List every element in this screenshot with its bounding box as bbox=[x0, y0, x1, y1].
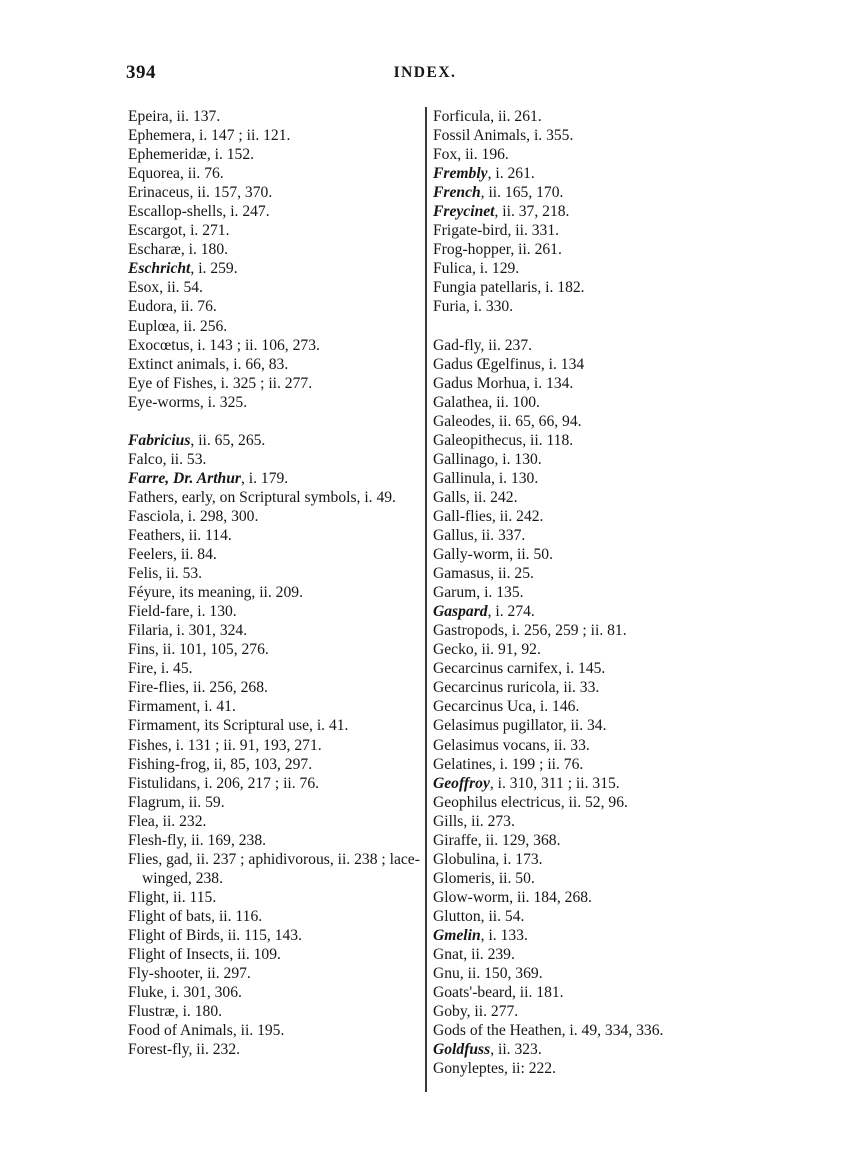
index-entry bbox=[128, 240, 420, 259]
index-entry bbox=[433, 1002, 733, 1021]
index-entry-text: Glomeris, ii. 50. bbox=[433, 869, 535, 887]
index-entry bbox=[433, 831, 733, 850]
index-entry bbox=[433, 926, 733, 945]
index-entry bbox=[128, 488, 420, 507]
index-entry-text: , i. 261. bbox=[487, 165, 535, 183]
index-entry bbox=[433, 240, 733, 259]
index-entry bbox=[433, 1059, 733, 1078]
index-entry-author-name: Frembly bbox=[433, 165, 488, 183]
index-entry-text: Gastropods, i. 256, 259 ; ii. 81. bbox=[433, 622, 627, 640]
index-entry-text: Gallinago, i. 130. bbox=[433, 450, 542, 468]
index-entry bbox=[128, 431, 420, 450]
index-entry-text: Forest-fly, ii. 232. bbox=[128, 1041, 241, 1059]
index-entry bbox=[128, 145, 420, 164]
index-entry bbox=[433, 431, 733, 450]
index-entry-text: Féyure, its meaning, ii. 209. bbox=[128, 584, 303, 602]
index-entry bbox=[128, 1040, 420, 1059]
index-entry-text: Frog-hopper, ii. 261. bbox=[433, 241, 562, 259]
index-entry bbox=[128, 507, 420, 526]
index-entry-text: Fire, i. 45. bbox=[128, 660, 193, 678]
index-entry-author-name: Freycinet bbox=[433, 203, 495, 221]
index-entry bbox=[433, 297, 733, 316]
index-entry-text: , ii. 37, 218. bbox=[494, 203, 570, 221]
index-entry bbox=[433, 736, 733, 755]
index-entry-text: Gall-flies, ii. 242. bbox=[433, 507, 544, 525]
index-entry bbox=[128, 374, 420, 393]
index-entry-text: Fathers, early, on Scriptural symbols, i. 49. bbox=[128, 488, 396, 506]
index-entry bbox=[128, 697, 420, 716]
index-entry-text: Fistulidans, i. 206, 217 ; ii. 76. bbox=[128, 774, 320, 792]
index-entry-text: Gnu, ii. 150, 369. bbox=[433, 965, 543, 983]
index-entry-text: Giraffe, ii. 129, 368. bbox=[433, 831, 561, 849]
index-entry-text: Euplœa, ii. 256. bbox=[128, 317, 228, 335]
index-entry-text: Eye of Fishes, i. 325 ; ii. 277. bbox=[128, 374, 313, 392]
index-entry bbox=[128, 278, 420, 297]
index-entry-text: Esox, ii. 54. bbox=[128, 279, 203, 297]
index-entry bbox=[433, 107, 733, 126]
index-entry-text: Epeira, ii. 137. bbox=[128, 108, 221, 125]
index-entry-text: Gadus Morhua, i. 134. bbox=[433, 374, 574, 392]
index-entry-text: Gelatines, i. 199 ; ii. 76. bbox=[433, 755, 584, 773]
index-entry-text: , ii. 323. bbox=[490, 1041, 542, 1059]
index-entry bbox=[433, 774, 733, 793]
index-entry-text: Gad-fly, ii. 237. bbox=[433, 336, 533, 354]
index-entry-text: Forficula, ii. 261. bbox=[433, 108, 542, 125]
index-entry bbox=[433, 164, 733, 183]
index-entry bbox=[128, 183, 420, 202]
index-entry bbox=[433, 850, 733, 869]
index-entry bbox=[433, 126, 733, 145]
index-entry-text: Feathers, ii. 114. bbox=[128, 526, 232, 544]
index-entry-text: Frigate-bird, ii. 331. bbox=[433, 222, 560, 240]
index-entry bbox=[433, 221, 733, 240]
index-entry-text: Goby, ii. 277. bbox=[433, 1003, 519, 1021]
index-entry-text: Flight of Birds, ii. 115, 143. bbox=[128, 926, 302, 944]
index-entry-text: , i. 310, 311 ; ii. 315. bbox=[489, 774, 620, 792]
index-entry-text: , i. 259. bbox=[190, 260, 238, 278]
index-entry-text: Gecko, ii. 91, 92. bbox=[433, 641, 541, 659]
index-entry bbox=[128, 812, 420, 831]
index-entry bbox=[128, 793, 420, 812]
index-entry-text: Garum, i. 135. bbox=[433, 584, 524, 602]
index-entry-text: Gelasimus vocans, ii. 33. bbox=[433, 736, 590, 754]
index-entry bbox=[433, 602, 733, 621]
index-entry-text: Galls, ii. 242. bbox=[433, 488, 518, 506]
index-entry bbox=[433, 659, 733, 678]
index-entry-text: Flea, ii. 232. bbox=[128, 812, 207, 830]
index-entry-text: Gamasus, ii. 25. bbox=[433, 565, 534, 583]
index-entry bbox=[433, 412, 733, 431]
index-entry-text: Globulina, i. 173. bbox=[433, 850, 543, 868]
index-entry-text: Flight, ii. 115. bbox=[128, 888, 217, 906]
index-entry-text: Erinaceus, ii. 157, 370. bbox=[128, 184, 273, 202]
index-entry-text: , ii. 165, 170. bbox=[480, 184, 564, 202]
index-entry bbox=[433, 507, 733, 526]
index-entry bbox=[433, 678, 733, 697]
index-entry bbox=[128, 774, 420, 793]
index-entry bbox=[433, 469, 733, 488]
index-entry bbox=[128, 716, 420, 735]
index-entry-text: , i. 274. bbox=[487, 603, 535, 621]
index-entry-text: Gecarcinus ruricola, ii. 33. bbox=[433, 679, 600, 697]
index-entry-text: Extinct animals, i. 66, 83. bbox=[128, 355, 289, 373]
index-entry-text: Gallinula, i. 130. bbox=[433, 469, 539, 487]
index-entry bbox=[128, 126, 420, 145]
index-entry-text: Ephemeridæ, i. 152. bbox=[128, 146, 255, 164]
index-entry-text: Flight of bats, ii. 116. bbox=[128, 907, 263, 925]
index-entry-text: Gecarcinus Uca, i. 146. bbox=[433, 698, 580, 716]
index-entry bbox=[433, 945, 733, 964]
index-entry-text: Gods of the Heathen, i. 49, 334, 336. bbox=[433, 1022, 664, 1040]
index-entry bbox=[433, 812, 733, 831]
index-entry-text: Feelers, ii. 84. bbox=[128, 546, 217, 564]
index-entry bbox=[433, 793, 733, 812]
index-entry-author-name: French bbox=[433, 184, 481, 202]
index-entry-text: Fluke, i. 301, 306. bbox=[128, 984, 242, 1002]
index-entry-text: Gadus Œgelfinus, i. 134 bbox=[433, 355, 585, 373]
index-entry bbox=[128, 907, 420, 926]
index-column-left bbox=[128, 107, 420, 1059]
index-entry-author-name: Geoffroy bbox=[433, 774, 490, 792]
page-number: 394 bbox=[126, 62, 156, 83]
index-entry-text: Exocœtus, i. 143 ; ii. 106, 273. bbox=[128, 336, 320, 354]
index-entry bbox=[128, 545, 420, 564]
index-entry bbox=[433, 640, 733, 659]
index-entry-text: Fulica, i. 129. bbox=[433, 260, 520, 278]
index-entry-text: Furia, i. 330. bbox=[433, 298, 514, 316]
index-entry-text: Fly-shooter, ii. 297. bbox=[128, 965, 251, 983]
index-entry-text: Food of Animals, ii. 195. bbox=[128, 1022, 285, 1040]
index-entry bbox=[433, 1021, 733, 1040]
index-entry bbox=[433, 336, 733, 355]
index-entry bbox=[128, 659, 420, 678]
index-entry bbox=[433, 888, 733, 907]
index-entry bbox=[433, 564, 733, 583]
index-entry bbox=[433, 355, 733, 374]
column-divider bbox=[425, 107, 427, 1092]
index-entry bbox=[433, 259, 733, 278]
index-entry-author-name: Gaspard bbox=[433, 603, 488, 621]
index-entry-text: Fasciola, i. 298, 300. bbox=[128, 507, 259, 525]
index-entry-text: Galeodes, ii. 65, 66, 94. bbox=[433, 412, 582, 430]
index-entry-text: Felis, ii. 53. bbox=[128, 565, 203, 583]
index-entry bbox=[433, 545, 733, 564]
index-entry bbox=[433, 907, 733, 926]
index-entry-text: Gills, ii. 273. bbox=[433, 812, 515, 830]
index-entry bbox=[128, 469, 420, 488]
index-entry bbox=[128, 926, 420, 945]
index-entry bbox=[433, 450, 733, 469]
index-entry bbox=[128, 736, 420, 755]
index-entry bbox=[128, 850, 420, 888]
index-entry-text: Gelasimus pugillator, ii. 34. bbox=[433, 717, 607, 735]
index-entry bbox=[433, 869, 733, 888]
index-entry-text: Galeopithecus, ii. 118. bbox=[433, 431, 574, 449]
index-entry-text: Flies, gad, ii. 237 ; aphidivorous, ii. 238 ; lace-winged, 238. bbox=[128, 850, 420, 887]
index-entry-text: Gnat, ii. 239. bbox=[433, 946, 515, 964]
index-entry-text: Fox, ii. 196. bbox=[433, 146, 509, 164]
index-entry bbox=[433, 697, 733, 716]
index-entry-text: Gonyleptes, ii: 222. bbox=[433, 1060, 557, 1078]
index-entry-text: Fishing-frog, ii, 85, 103, 297. bbox=[128, 755, 313, 773]
index-entry bbox=[128, 888, 420, 907]
running-title: INDEX. bbox=[393, 64, 457, 81]
index-entry bbox=[128, 602, 420, 621]
index-entry bbox=[128, 355, 420, 374]
index-entry-text: Gallus, ii. 337. bbox=[433, 526, 526, 544]
index-entry bbox=[128, 621, 420, 640]
index-entry bbox=[128, 640, 420, 659]
index-entry-text: Glutton, ii. 54. bbox=[433, 907, 525, 925]
index-entry-text: Ephemera, i. 147 ; ii. 121. bbox=[128, 127, 291, 145]
index-entry-text: Escallop-shells, i. 247. bbox=[128, 203, 270, 221]
index-entry-text: Geophilus electricus, ii. 52, 96. bbox=[433, 793, 628, 811]
index-entry-author-name: Fabricius bbox=[128, 431, 191, 449]
index-entry-text: Firmament, its Scriptural use, i. 41. bbox=[128, 717, 349, 735]
index-entry-text: , ii. 65, 265. bbox=[190, 431, 266, 449]
index-entry-text: Fishes, i. 131 ; ii. 91, 193, 271. bbox=[128, 736, 322, 754]
index-entry-author-name: Eschricht bbox=[128, 260, 191, 278]
index-entry-author-name: Gmelin bbox=[433, 926, 481, 944]
index-entry-author-name: Goldfuss bbox=[433, 1041, 491, 1059]
index-entry bbox=[433, 716, 733, 735]
index-entry-text: Firmament, i. 41. bbox=[128, 698, 236, 716]
index-entry bbox=[128, 564, 420, 583]
index-entry-text: , i. 179. bbox=[240, 469, 289, 487]
index-entry bbox=[128, 526, 420, 545]
index-entry-text: Eudora, ii. 76. bbox=[128, 298, 217, 316]
index-entry bbox=[433, 278, 733, 297]
page-header bbox=[0, 62, 850, 88]
index-entry-text: Glow-worm, ii. 184, 268. bbox=[433, 888, 592, 906]
index-entry bbox=[128, 393, 420, 412]
index-entry-text: Escargot, i. 271. bbox=[128, 222, 230, 240]
index-entry-author-name: Farre, Dr. Arthur bbox=[128, 469, 241, 487]
index-entry bbox=[128, 964, 420, 983]
index-entry bbox=[433, 1040, 733, 1059]
index-entry bbox=[128, 259, 420, 278]
index-entry bbox=[433, 755, 733, 774]
index-entry bbox=[128, 107, 420, 126]
index-entry bbox=[128, 336, 420, 355]
index-entry bbox=[128, 317, 420, 336]
index-entry-text: Fungia patellaris, i. 182. bbox=[433, 279, 585, 297]
index-entry-text: Gally-worm, ii. 50. bbox=[433, 546, 553, 564]
index-entry bbox=[128, 1021, 420, 1040]
index-entry bbox=[433, 583, 733, 602]
index-entry bbox=[128, 678, 420, 697]
index-entry bbox=[433, 526, 733, 545]
index-entry bbox=[433, 145, 733, 164]
index-entry-text: Flight of Insects, ii. 109. bbox=[128, 946, 281, 964]
index-entry-text: Field-fare, i. 130. bbox=[128, 603, 237, 621]
index-entry bbox=[128, 1002, 420, 1021]
index-entry-text: Filaria, i. 301, 324. bbox=[128, 622, 248, 640]
index-entry-text: Flustræ, i. 180. bbox=[128, 1003, 223, 1021]
index-entry bbox=[128, 831, 420, 850]
index-entry bbox=[433, 983, 733, 1002]
index-entry-text: Fossil Animals, i. 355. bbox=[433, 127, 574, 145]
index-entry-text: Gecarcinus carnifex, i. 145. bbox=[433, 660, 606, 678]
index-entry bbox=[128, 450, 420, 469]
index-entry bbox=[433, 621, 733, 640]
index-entry-text: Falco, ii. 53. bbox=[128, 450, 207, 468]
index-entry-text: Goats'-beard, ii. 181. bbox=[433, 984, 564, 1002]
index-entry-text: Eye-worms, i. 325. bbox=[128, 393, 248, 411]
index-column-right bbox=[433, 107, 733, 1078]
index-entry bbox=[128, 583, 420, 602]
index-entry-text: Flagrum, ii. 59. bbox=[128, 793, 225, 811]
index-entry-text: , i. 133. bbox=[480, 926, 528, 944]
index-entry bbox=[433, 488, 733, 507]
index-entry bbox=[128, 297, 420, 316]
index-entry bbox=[128, 945, 420, 964]
index-entry-text: Fire-flies, ii. 256, 268. bbox=[128, 679, 268, 697]
index-entry-text: Galathea, ii. 100. bbox=[433, 393, 540, 411]
index-entry bbox=[433, 374, 733, 393]
index-entry-text: Equorea, ii. 76. bbox=[128, 165, 224, 183]
index-entry bbox=[433, 393, 733, 412]
index-entry bbox=[128, 983, 420, 1002]
index-entry bbox=[128, 202, 420, 221]
index-entry-text: Escharæ, i. 180. bbox=[128, 241, 229, 259]
index-entry bbox=[433, 183, 733, 202]
index-entry-text: Fins, ii. 101, 105, 276. bbox=[128, 641, 269, 659]
index-entry bbox=[128, 164, 420, 183]
index-entry bbox=[128, 755, 420, 774]
index-entry bbox=[128, 221, 420, 240]
index-entry bbox=[433, 202, 733, 221]
index-entry-text: Flesh-fly, ii. 169, 238. bbox=[128, 831, 267, 849]
index-entry bbox=[433, 964, 733, 983]
